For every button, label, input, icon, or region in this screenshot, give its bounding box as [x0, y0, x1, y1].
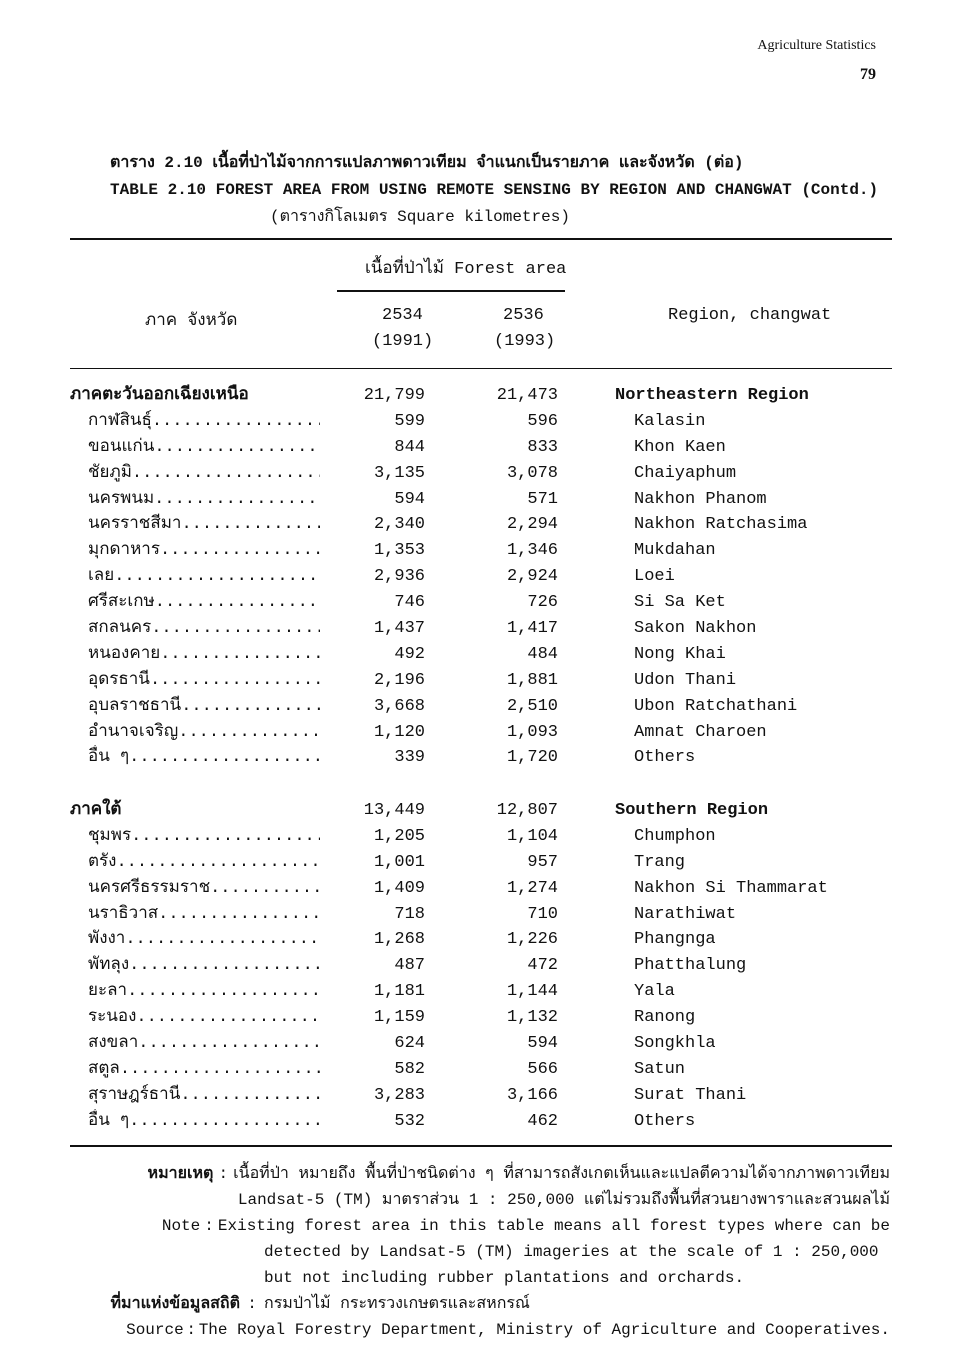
value-2536: 596	[527, 411, 558, 431]
region-total-row	[0, 798, 966, 824]
changwat-thai: ภาคตะวันออกเฉียงเหนือ	[70, 386, 249, 405]
changwat-english: Ranong	[634, 1008, 696, 1028]
changwat-thai: อุบลราชธานี .....	[88, 694, 320, 720]
table-row	[0, 538, 966, 564]
value-2534: 599	[394, 411, 425, 431]
changwat-english: Si Sa Ket	[634, 593, 726, 613]
changwat-thai: สตูล .....	[88, 1057, 320, 1083]
table-row	[0, 1109, 966, 1135]
table-row	[0, 979, 966, 1005]
remark-thai-2: Landsat-5 (TM) มาตราส่วน 1 : 250,000 แต่ไม่รวมถึงพื้นที่สวนยางพาราและสวนผลไม้	[237, 1191, 890, 1209]
table-row	[0, 564, 966, 590]
table-row	[0, 1005, 966, 1031]
value-2536: 571	[527, 489, 558, 509]
value-2536: 594	[527, 1034, 558, 1054]
notes-block	[90, 1161, 890, 1343]
changwat-english: Trang	[634, 852, 686, 872]
changwat-thai: พังงา .....	[88, 927, 320, 953]
col-region-thai: ภาค จังหวัด	[145, 312, 238, 331]
changwat-english: Loei	[634, 567, 675, 587]
value-2536: 462	[527, 1111, 558, 1131]
table-row	[0, 642, 966, 668]
changwat-thai: พัทลุง .....	[88, 953, 320, 979]
value-2534: 582	[394, 1059, 425, 1079]
table-row	[0, 512, 966, 538]
value-2536: 12,807	[496, 801, 558, 820]
forest-area-underline	[337, 290, 565, 292]
running-header	[757, 38, 876, 84]
table-bottom-rule	[70, 1145, 892, 1147]
value-2534: 492	[394, 644, 425, 664]
changwat-thai: กาฬสินธุ์ .....	[88, 409, 320, 435]
table-row	[0, 694, 966, 720]
value-2536: 833	[527, 437, 558, 457]
table-row	[0, 824, 966, 850]
changwat-thai: ตรัง .....	[88, 850, 320, 876]
value-2536: 1,093	[506, 722, 558, 742]
table-row	[0, 745, 966, 771]
value-2536: 2,294	[506, 515, 558, 535]
value-2534: 718	[394, 904, 425, 924]
changwat-english: Phatthalung	[634, 956, 747, 976]
value-2536: 2,924	[506, 567, 558, 587]
value-2534: 1,159	[373, 1008, 425, 1028]
value-2534: 1,181	[373, 982, 425, 1002]
table-row	[0, 590, 966, 616]
changwat-english: Nakhon Phanom	[634, 489, 767, 509]
changwat-thai: ชัยภูมิ .....	[88, 461, 320, 487]
value-2534: 1,205	[373, 826, 425, 846]
value-2536: 3,078	[506, 463, 558, 483]
col-year-b-ad: (1993)	[494, 332, 556, 351]
changwat-english: Northeastern Region	[615, 386, 809, 405]
value-2534: 1,268	[373, 930, 425, 950]
value-2536: 1,720	[506, 748, 558, 768]
changwat-english: Chumphon	[634, 826, 716, 846]
changwat-thai: นครราชสีมา .....	[88, 512, 320, 538]
changwat-thai: อื่น ๆ .....	[88, 745, 320, 771]
remark-thai-row-2	[90, 1187, 890, 1213]
value-2534: 3,135	[373, 463, 425, 483]
table-title	[110, 150, 890, 231]
changwat-english: Mukdahan	[634, 541, 716, 561]
northeast-rows	[0, 383, 966, 771]
value-2534: 844	[394, 437, 425, 457]
changwat-english: Narathiwat	[634, 904, 737, 924]
changwat-thai: นครพนม .....	[88, 487, 320, 513]
changwat-english: Others	[634, 748, 696, 768]
forest-area-heading: เนื้อที่ป่าไม้ Forest area	[365, 260, 567, 279]
value-2534: 532	[394, 1111, 425, 1131]
changwat-thai: สงขลา .....	[88, 1031, 320, 1057]
changwat-english: Songkhla	[634, 1034, 716, 1054]
value-2536: 472	[527, 956, 558, 976]
value-2534: 746	[394, 593, 425, 613]
section-title: Agriculture Statistics	[757, 38, 876, 53]
page-number: 79	[860, 66, 876, 83]
changwat-thai: ยะลา .....	[88, 979, 320, 1005]
value-2534: 2,936	[373, 567, 425, 587]
table-row	[0, 409, 966, 435]
remark-thai-1: เนื้อที่ป่า หมายถึง พื้นที่ป่าชนิดต่าง ๆ ที่สามารถสังเกตเห็นและแปลตีความได้จากภาพดาวเทียม	[233, 1165, 890, 1183]
changwat-thai: สกลนคร .....	[88, 616, 320, 642]
table-row	[0, 1083, 966, 1109]
col-year-a-ad: (1991)	[372, 332, 434, 351]
value-2536: 1,274	[506, 878, 558, 898]
table-row	[0, 902, 966, 928]
table-title-thai: ตาราง 2.10 เนื้อที่ป่าไม้จากการแปลภาพดาวเทียม จำแนกเป็นรายภาค และจังหวัด (ต่อ)	[110, 154, 744, 172]
changwat-thai: ระนอง .....	[88, 1005, 320, 1031]
changwat-thai: ขอนแก่น .....	[88, 435, 320, 461]
table-row	[0, 487, 966, 513]
value-2534: 624	[394, 1034, 425, 1054]
value-2534: 3,668	[373, 696, 425, 716]
source-label: Source	[126, 1321, 184, 1339]
value-2534: 339	[394, 748, 425, 768]
value-2536: 1,346	[506, 541, 558, 561]
changwat-english: Yala	[634, 982, 675, 1002]
value-2536: 3,166	[506, 1085, 558, 1105]
value-2534: 2,340	[373, 515, 425, 535]
table-row	[0, 461, 966, 487]
changwat-english: Ubon Ratchathani	[634, 696, 798, 716]
value-2534: 1,409	[373, 878, 425, 898]
changwat-thai: อำนาจเจริญ .....	[88, 720, 320, 746]
value-2536: 1,132	[506, 1008, 558, 1028]
changwat-english: Nong Khai	[634, 644, 726, 664]
value-2534: 21,799	[363, 386, 425, 405]
changwat-english: Others	[634, 1111, 696, 1131]
table-row	[0, 435, 966, 461]
changwat-thai: ศรีสะเกษ .....	[88, 590, 320, 616]
col-year-b: 2536	[503, 306, 544, 325]
changwat-english: Udon Thani	[634, 670, 737, 690]
region-total-row	[0, 383, 966, 409]
changwat-thai: สุราษฎร์ธานี .....	[88, 1083, 320, 1109]
table-row	[0, 720, 966, 746]
table-row	[0, 876, 966, 902]
source-label-thai: ที่มาแห่งข้อมูลสถิติ	[110, 1295, 240, 1313]
table-row	[0, 1031, 966, 1057]
col-region-english: Region, changwat	[668, 306, 832, 325]
changwat-thai: อุดรธานี .....	[88, 668, 320, 694]
value-2536: 710	[527, 904, 558, 924]
value-2534: 1,353	[373, 541, 425, 561]
value-2536: 1,881	[506, 670, 558, 690]
table-row	[0, 850, 966, 876]
remark-thai-row: หมายเหตุ : เนื้อที่ป่า หมายถึง พื้นที่ป่าชนิดต่าง ๆ ที่สามารถสังเกตเห็นและแปลตีความได้จากภาพดาวเทียม	[90, 1161, 890, 1187]
changwat-thai: นครศรีธรรมราช .....	[88, 876, 320, 902]
changwat-english: Nakhon Si Thammarat	[634, 878, 828, 898]
changwat-english: Phangnga	[634, 930, 716, 950]
changwat-english: Surat Thani	[634, 1085, 747, 1105]
value-2536: 726	[527, 593, 558, 613]
header-bottom-rule	[70, 368, 892, 369]
source-row: Source : The Royal Forestry Department, Ministry of Agriculture and Cooperatives.	[90, 1317, 890, 1343]
note-line-3: but not including rubber plantations and orchards.	[264, 1269, 745, 1287]
value-2534: 13,449	[363, 801, 425, 820]
value-2536: 1,144	[506, 982, 558, 1002]
changwat-thai: หนองคาย .....	[88, 642, 320, 668]
value-2534: 1,437	[373, 619, 425, 639]
changwat-english: Southern Region	[615, 801, 769, 820]
value-2536: 21,473	[496, 386, 558, 405]
value-2536: 957	[527, 852, 558, 872]
value-2534: 1,120	[373, 722, 425, 742]
changwat-thai: มุกดาหาร .....	[88, 538, 320, 564]
value-2536: 2,510	[506, 696, 558, 716]
value-2536: 484	[527, 644, 558, 664]
table-title-english: TABLE 2.10 FOREST AREA FROM USING REMOTE SENSING BY REGION AND CHANGWAT (Contd.)	[110, 181, 879, 199]
changwat-english: Sakon Nakhon	[634, 619, 757, 639]
source-thai: กรมป่าไม้ กระทรวงเกษตรและสหกรณ์	[264, 1295, 530, 1313]
col-year-a: 2534	[382, 306, 423, 325]
changwat-thai: อื่น ๆ .....	[88, 1109, 320, 1135]
value-2536: 1,104	[506, 826, 558, 846]
table-row	[0, 668, 966, 694]
value-2534: 3,283	[373, 1085, 425, 1105]
note-line-1: Existing forest area in this table means all forest types where can be	[217, 1217, 890, 1235]
value-2534: 2,196	[373, 670, 425, 690]
value-2534: 487	[394, 956, 425, 976]
changwat-english: Nakhon Ratchasima	[634, 515, 808, 535]
changwat-thai: นราธิวาส .....	[88, 902, 320, 928]
changwat-english: Amnat Charoen	[634, 722, 767, 742]
table-row	[0, 616, 966, 642]
table-row	[0, 953, 966, 979]
value-2536: 566	[527, 1059, 558, 1079]
note-row-2	[90, 1239, 890, 1265]
table-row	[0, 927, 966, 953]
table-row	[0, 1057, 966, 1083]
note-label: Note	[161, 1217, 201, 1235]
note-row-3	[90, 1265, 890, 1291]
changwat-thai: ภาคใต้	[70, 801, 122, 820]
value-2534: 1,001	[373, 852, 425, 872]
changwat-english: Chaiyaphum	[634, 463, 737, 483]
table-top-rule	[70, 238, 892, 240]
south-rows	[0, 798, 966, 1135]
changwat-thai: เลย .....	[88, 564, 320, 590]
changwat-english: Satun	[634, 1059, 686, 1079]
table-unit: (ตารางกิโลเมตร Square kilometres)	[270, 208, 570, 226]
note-line-2: detected by Landsat-5 (TM) imageries at the scale of 1 : 250,000	[264, 1243, 879, 1261]
changwat-thai: ชุมพร .....	[88, 824, 320, 850]
source-text: The Royal Forestry Department, Ministry of Agriculture and Cooperatives.	[198, 1321, 890, 1339]
value-2534: 594	[394, 489, 425, 509]
remark-label-thai: หมายเหตุ	[147, 1165, 214, 1183]
note-row: Note : Existing forest area in this table means all forest types where can be	[90, 1213, 890, 1239]
source-thai-row: ที่มาแห่งข้อมูลสถิติ : กรมป่าไม้ กระทรวงเกษตรและสหกรณ์	[90, 1291, 890, 1317]
value-2536: 1,226	[506, 930, 558, 950]
changwat-english: Kalasin	[634, 411, 706, 431]
value-2536: 1,417	[506, 619, 558, 639]
changwat-english: Khon Kaen	[634, 437, 726, 457]
